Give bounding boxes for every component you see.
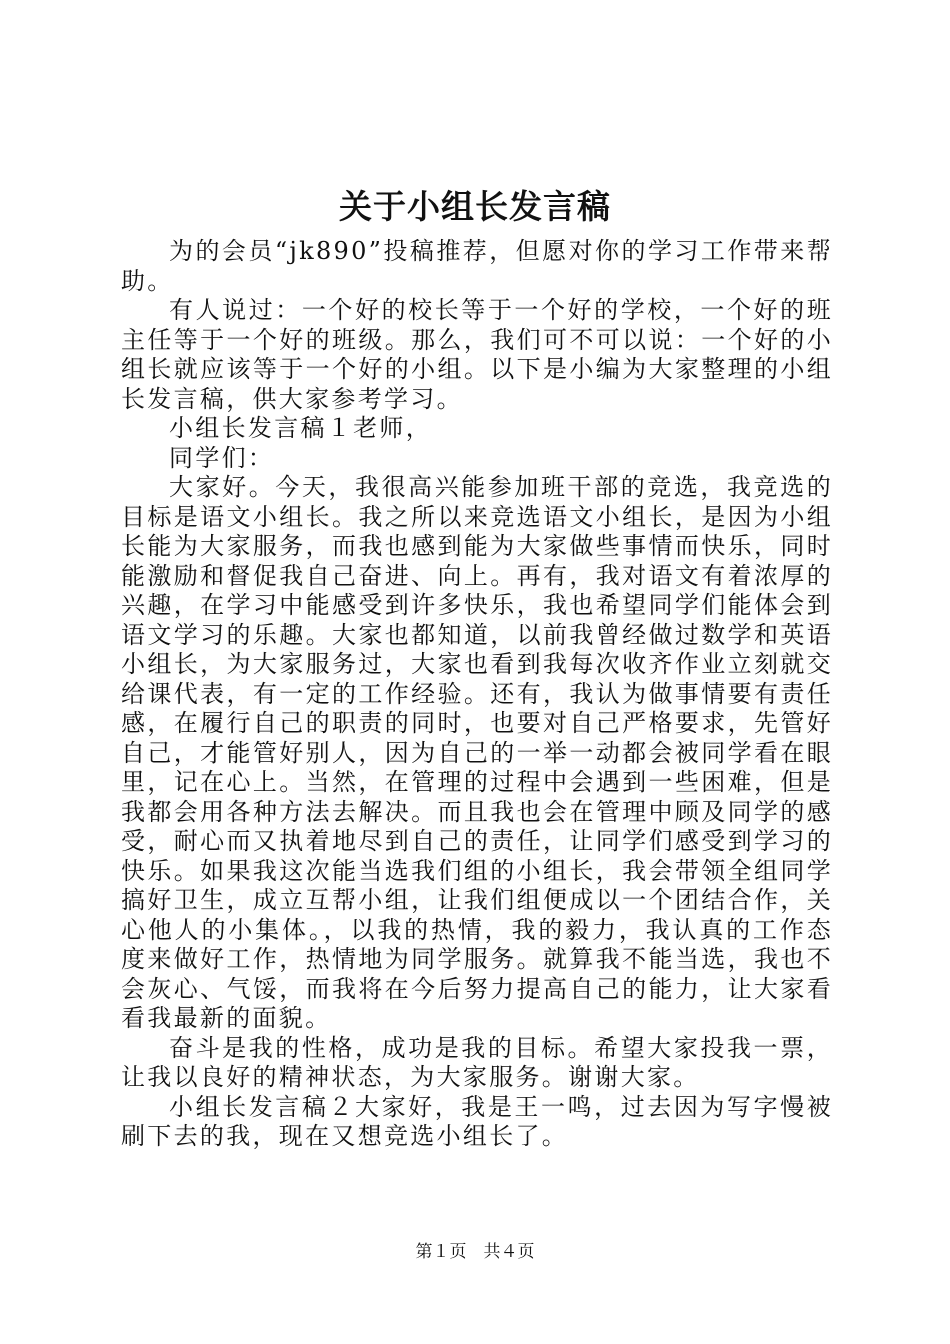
paragraph-greeting: 同学们： bbox=[169, 443, 275, 472]
paragraph-speech1-heading: 小组长发言稿１老师， bbox=[169, 414, 432, 442]
paragraph-speech2-opening: 小组长发言稿２大家好，我是王一鸣，过去因为写字慢被刷下去的我，现在又想竞选小组长了。 bbox=[121, 1092, 833, 1150]
paragraph-preface: 有人说过：一个好的校长等于一个好的学校，一个好的班主任等于一个好的班级。那么，我们可不可以说：一个好的小组长就应该等于一个好的小组。以下是小编为大家整理的小组长发言稿，供大家参考学习。 bbox=[121, 296, 833, 413]
paragraph-intro: 为的会员“jk890”投稿推荐，但愿对你的学习工作带来帮助。 bbox=[121, 237, 833, 295]
paragraph-speech1-body: 大家好。今天，我很高兴能参加班干部的竞选，我竞选的目标是语文小组长。我之所以来竞选语文小组长，是因为小组长能为大家服务，而我也感到能为大家做些事情而快乐，同时能激励和督促我自己奋进、向上。再有，我对语文有着浓厚的兴趣，在学习中能感受到许多快乐，我也希望同学们能体会到语文学习的乐趣。大家也都知道，以前我曾经做过数学和英语小组长，为大家服务过，大家也看到我每次收齐作业立刻就交给课代表，有一定的工作经验。还有，我认为做事情要有责任感，在履行自己的职责的同时，也要对自己严格要求，先管好自己，才能管好别人，因为自己的一举一动都会被同学看在眼里，记在心上。当然，在管理的过程中会遇到一些困难，但是我都会用各种方法去解决。而且我也会在管理中顾及同学的感受，耐心而又执着地尽到自己的责任，让同学们感受到学习的快乐。如果我这次能当选我们组的小组长，我会带领全组同学搞好卫生，成立互帮小组，让我们组便成以一个团结合作，关心他人的小集体。，以我的热情，我的毅力，我认真的工作态度来做好工作，热情地为同学服务。就算我不能当选，我也不会灰心、气馁，而我将在今后努力提高自己的能力，让大家看看我最新的面貌。 bbox=[121, 473, 833, 1032]
document-title: 关于小组长发言稿 bbox=[339, 187, 611, 226]
page-footer: 第１页 共４页 bbox=[415, 1242, 535, 1262]
paragraph-speech1-closing: 奋斗是我的性格，成功是我的目标。希望大家投我一票，让我以良好的精神状态，为大家服务。谢谢大家。 bbox=[121, 1033, 833, 1091]
document-body bbox=[121, 237, 833, 1152]
